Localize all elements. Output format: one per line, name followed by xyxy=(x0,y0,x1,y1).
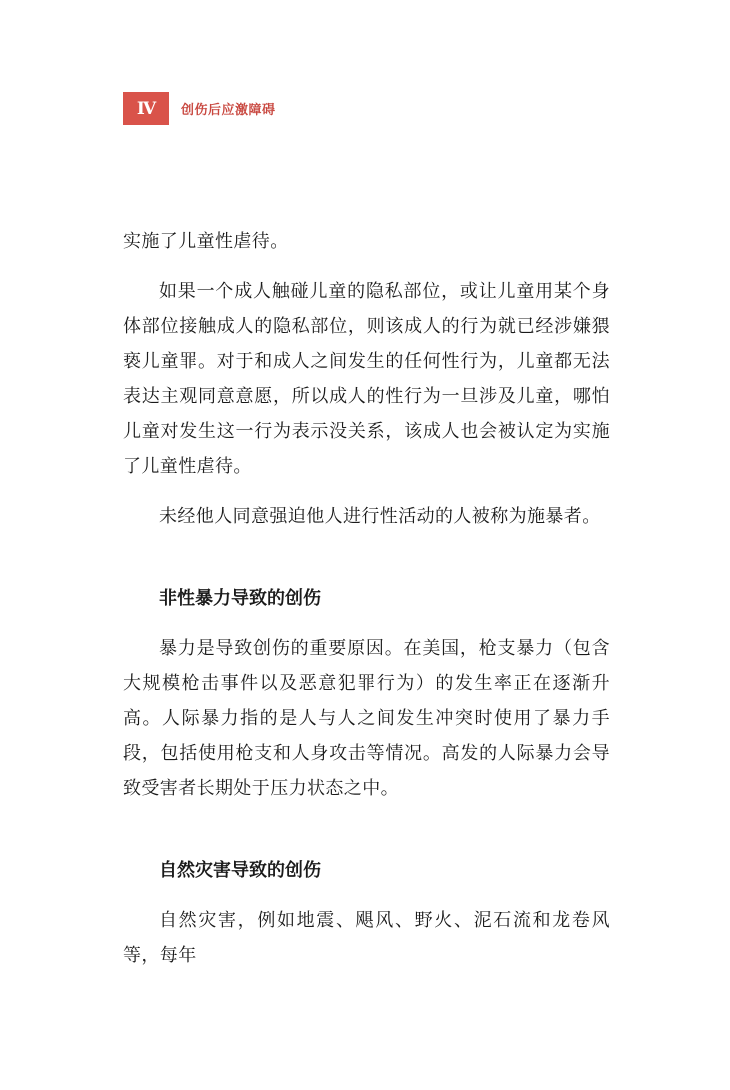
paragraph-continuation: 实施了儿童性虐待。 xyxy=(123,231,289,252)
page-body xyxy=(123,224,610,973)
chapter-number-badge: Ⅳ xyxy=(123,92,169,125)
paragraph-natural-disasters: 自然灾害，例如地震、飓风、野火、泥石流和龙卷风等，每年 xyxy=(123,910,610,966)
chapter-title: 创伤后应激障碍 xyxy=(181,103,276,118)
paragraph-perpetrator-definition: 未经他人同意强迫他人进行性活动的人被称为施暴者。 xyxy=(159,506,601,527)
paragraph-child-abuse-definition: 如果一个成人触碰儿童的隐私部位，或让儿童用某个身体部位接触成人的隐私部位，则该成人的行为就已经涉嫌猥亵儿童罪。对于和成人之间发生的任何性行为，儿童都无法表达主观同意意愿，所以成人的性行为一旦涉及儿童，哪怕儿童对发生这一行为表示没关系，该成人也会被认定为实施了儿童性虐待。 xyxy=(123,281,610,477)
chapter-header xyxy=(123,92,276,125)
section-heading-nonsexual-violence: 非性暴力导致的创伤 xyxy=(159,588,321,609)
paragraph-violence: 暴力是导致创伤的重要原因。在美国，枪支暴力（包含大规模枪击事件以及恶意犯罪行为）的发生率正在逐渐升高。人际暴力指的是人与人之间发生冲突时使用了暴力手段，包括使用枪支和人身攻击等情况。高发的人际暴力会导致受害者长期处于压力状态之中。 xyxy=(123,638,610,799)
section-heading-natural-disasters: 自然灾害导致的创伤 xyxy=(159,860,321,881)
